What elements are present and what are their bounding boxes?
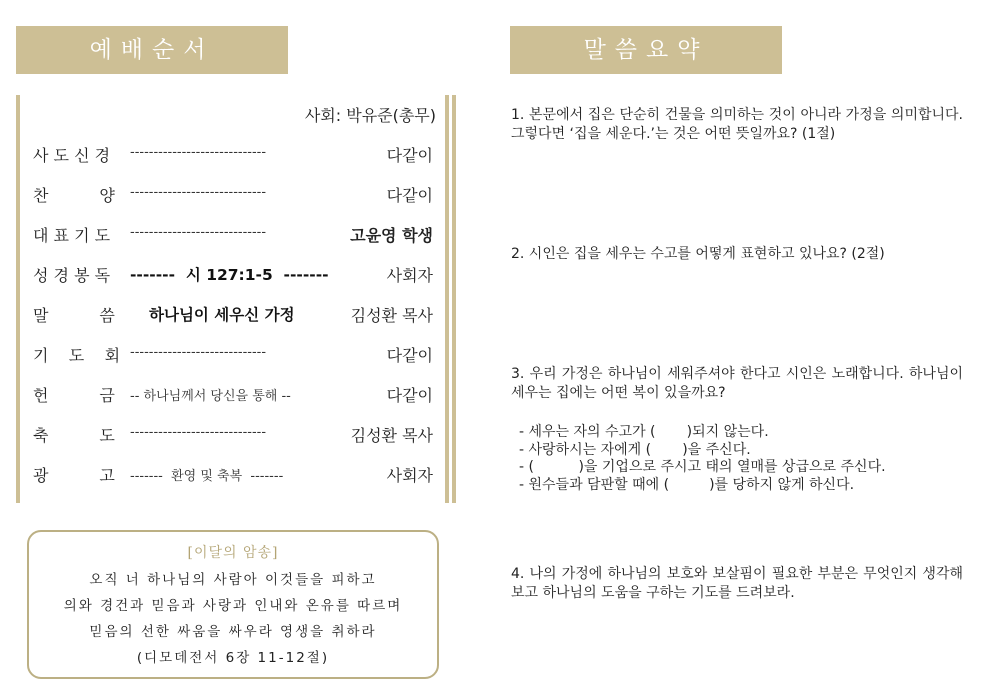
order-row-prayer xyxy=(33,223,433,249)
order-leader: 다같이 xyxy=(386,186,433,205)
order-label: 성 경 봉 독 xyxy=(33,266,111,285)
order-middle: ----------------------------- xyxy=(130,185,267,200)
sermon-summary-banner: 말씀요약 xyxy=(510,26,782,74)
question-1: 1. 본문에서 집은 단순히 건물을 의미하는 것이 아니라 가정을 의미합니다. 그렇다면 ‘집을 세운다.’는 것은 어떤 뜻일까요? (1절) xyxy=(511,107,963,142)
order-middle: ----------------------------- xyxy=(130,145,267,160)
blank-item: - 세우는 자의 수고가 ( )되지 않는다. xyxy=(519,424,769,440)
order-middle: ----------------------------- xyxy=(130,425,267,440)
order-label: 찬 양 xyxy=(33,186,115,205)
blank-item: - 원수들과 담판할 때에 ( )를 당하지 않게 하신다. xyxy=(519,476,855,493)
order-label: 사 도 신 경 xyxy=(33,146,111,165)
order-middle: -- 하나님께서 당신을 통해 -- xyxy=(130,389,291,404)
order-row-benediction xyxy=(33,423,433,449)
order-leader: 김성환 목사 xyxy=(350,306,433,325)
monthly-recitation-box xyxy=(27,530,439,679)
right-border-bar xyxy=(445,95,449,503)
order-row-scripture xyxy=(33,263,433,289)
order-row-hymn xyxy=(33,183,433,209)
worship-order-banner: 예배순서 xyxy=(16,26,288,74)
order-middle: ----------------------------- xyxy=(130,345,267,360)
order-leader: 사회자 xyxy=(386,266,433,285)
left-border-bar xyxy=(16,95,20,503)
recitation-title: [이달의 암송] xyxy=(187,545,279,561)
right-border-bar-inner xyxy=(452,95,456,503)
order-label: 축 도 xyxy=(33,426,115,445)
blank-item: - 사랑하시는 자에게 ( )을 주신다. xyxy=(519,441,751,458)
order-row-offering xyxy=(33,383,433,409)
recitation-line: 오직 너 하나님의 사람아 이것들을 피하고 xyxy=(89,572,377,588)
order-row-prayer-meeting xyxy=(33,343,433,369)
recitation-line: 믿음의 선한 싸움을 싸우라 영생을 취하라 xyxy=(89,624,377,640)
order-label: 말 씀 xyxy=(33,306,115,325)
order-leader: 다같이 xyxy=(386,386,433,405)
order-middle: ------- 환영 및 축복 ------- xyxy=(130,469,284,484)
order-leader: 다같이 xyxy=(386,346,433,365)
question-3-blanks xyxy=(519,424,886,494)
order-leader: 사회자 xyxy=(386,466,433,485)
order-label: 기 도 회 xyxy=(33,346,121,365)
order-label: 헌 금 xyxy=(33,386,115,405)
order-label: 광 고 xyxy=(33,466,115,485)
sermon-title: 하나님이 세우신 가정 xyxy=(149,306,295,324)
question-2: 2. 시인은 집을 세우는 수고를 어떻게 표현하고 있나요? (2절) xyxy=(511,246,885,262)
order-leader: 다같이 xyxy=(386,146,433,165)
question-4: 4. 나의 가정에 하나님의 보호와 보살핌이 필요한 부분은 무엇인지 생각해 보고 하나님의 도움을 구하는 기도를 드려보라. xyxy=(511,566,963,601)
blank-item: - ( )을 기업으로 주시고 태의 열매를 상급으로 주신다. xyxy=(519,459,886,475)
recitation-reference: (디모데전서 6장 11-12절) xyxy=(136,650,330,666)
order-middle: ----------------------------- xyxy=(130,225,267,240)
order-leader: 고윤영 학생 xyxy=(350,226,433,245)
order-row-creed xyxy=(33,143,433,169)
recitation-line: 의와 경건과 믿음과 사랑과 인내와 온유를 따르며 xyxy=(63,598,403,614)
order-leader: 김성환 목사 xyxy=(350,426,433,445)
order-middle: ------- 시 127:1-5 ------- xyxy=(130,266,329,284)
order-label: 대 표 기 도 xyxy=(33,226,111,245)
question-3: 3. 우리 가정은 하나님이 세워주셔야 한다고 시인은 노래합니다. 하나님이 세우는 집에는 어떤 복이 있을까요? xyxy=(511,366,963,401)
order-row-announcements xyxy=(33,463,433,489)
host-label: 사회: 박유준(총무) xyxy=(304,106,436,125)
order-row-sermon xyxy=(33,303,433,329)
